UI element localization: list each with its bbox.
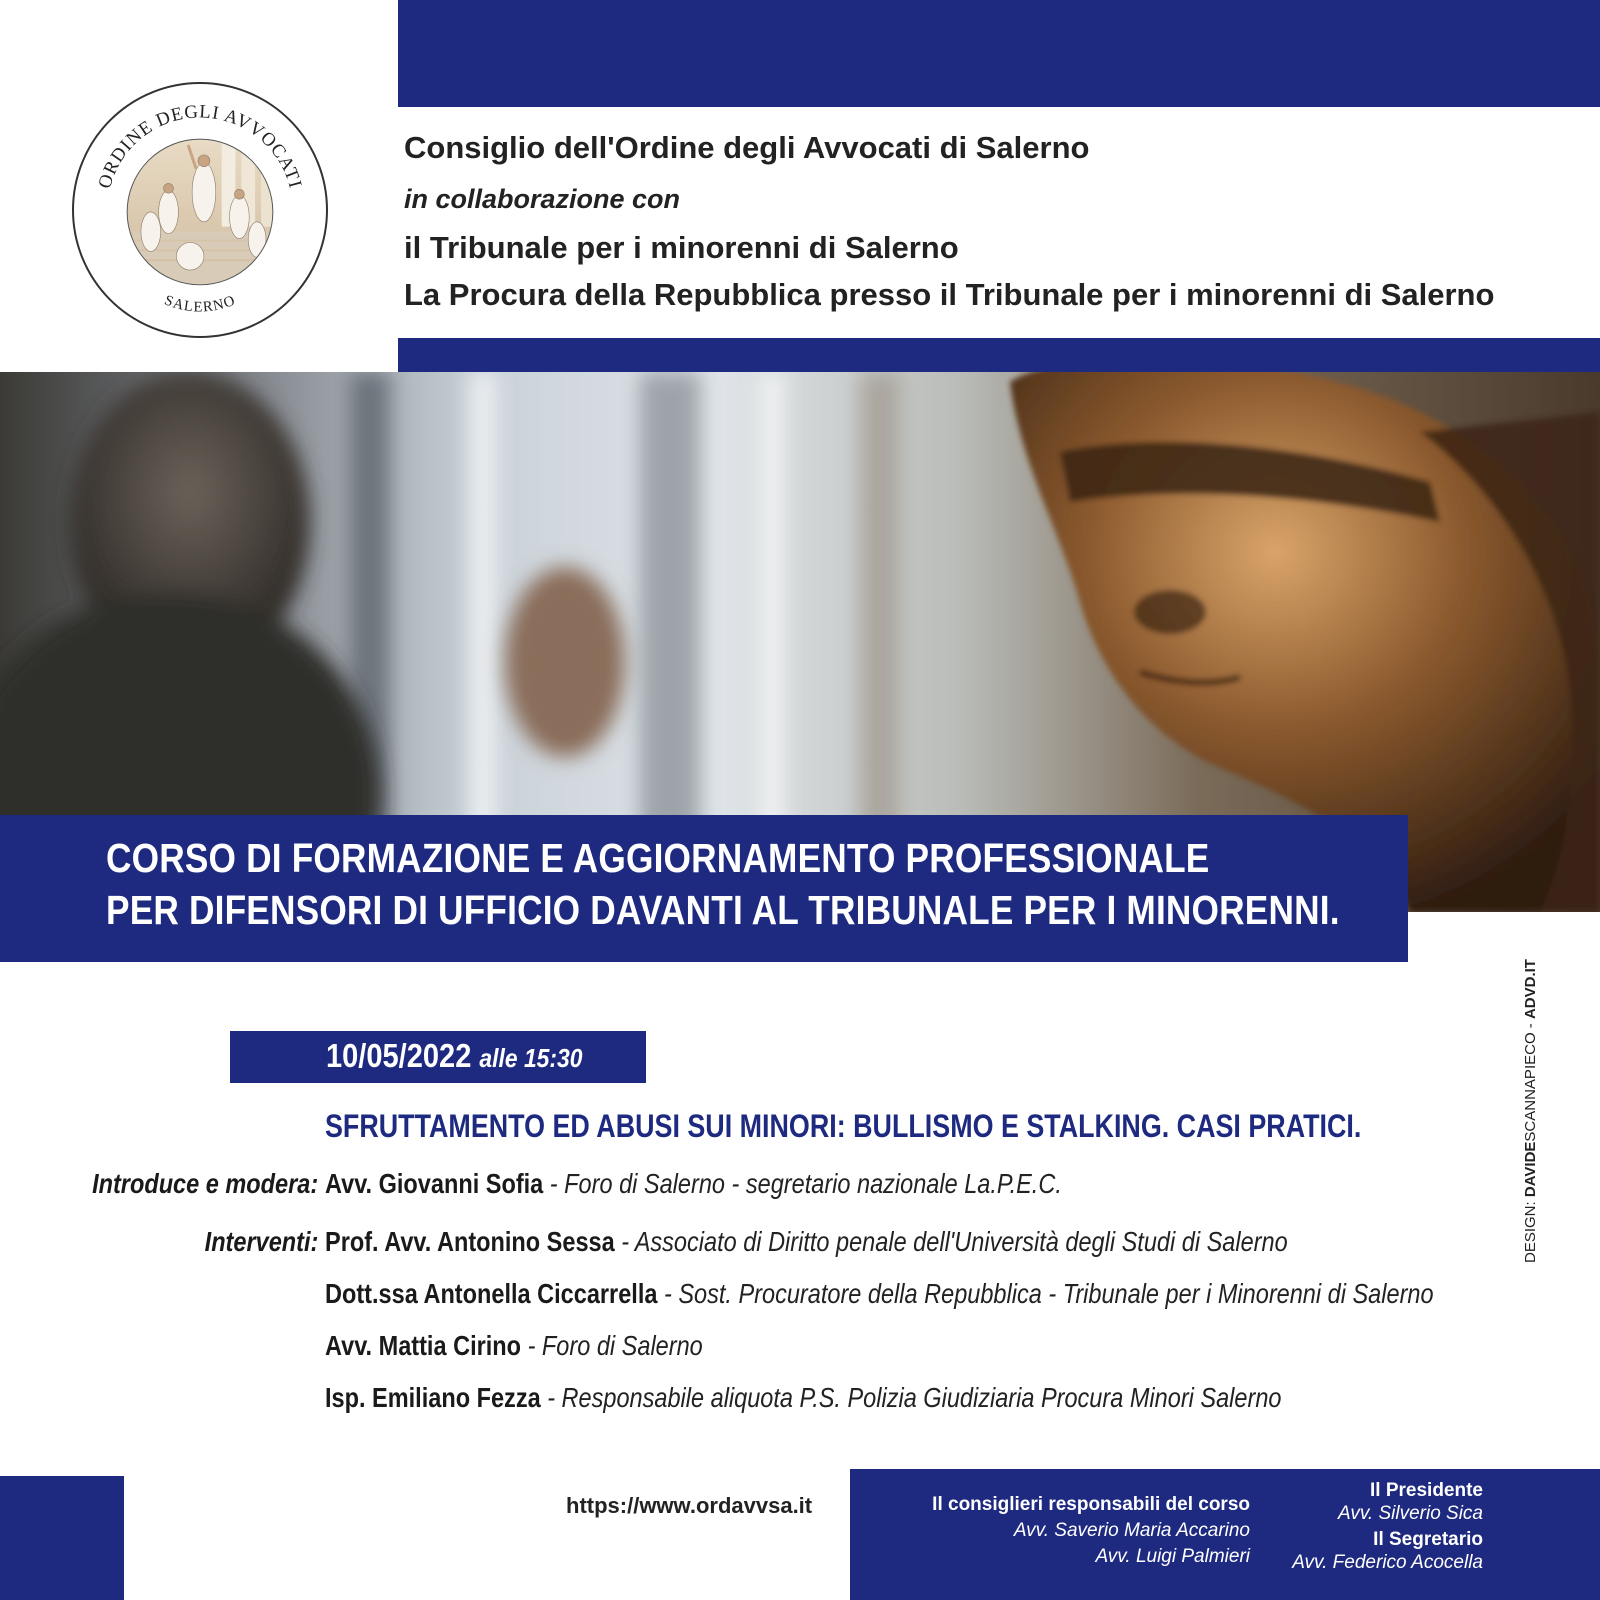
partner-tribunal: il Tribunale per i minorenni di Salerno [404,230,959,265]
moderator-row [325,1168,1062,1200]
speaker-row [325,1330,703,1362]
course-title-line-2: PER DIFENSORI DI UFFICIO DAVANTI AL TRIBUNALE PER I MINORENNI. [106,887,1340,933]
event-date: 10/05/2022 [326,1037,472,1074]
bar-association-seal-icon [72,82,328,338]
moderator-label: Introduce e modera: [91,1168,318,1199]
footer-signatures-panel [850,1469,1600,1600]
secretary-name: Avv. Federico Acocella [1292,1552,1483,1573]
speaker-role: - Associato di Diritto penale dell'Università degli Studi di Salerno [614,1226,1288,1257]
counsellor-1: Avv. Saverio Maria Accarino [1013,1520,1250,1541]
seal-bottom-text: SALERNO [162,292,238,316]
speaker-role: - Foro di Salerno [521,1330,703,1361]
course-title-banner [0,815,1408,962]
president-name: Avv. Silverio Sica [1337,1503,1483,1524]
counsellors-label: Il consiglieri responsabili del corso [932,1494,1250,1515]
speaker-row [325,1226,1288,1258]
date-badge [230,1031,646,1083]
speaker-row [325,1278,1434,1310]
website-link[interactable]: https://www.ordavvsa.it [566,1493,813,1518]
speaker-name: Avv. Mattia Cirino [325,1330,522,1361]
top-header-bar [398,0,1600,107]
credit-site: ADVD.IT [1522,959,1539,1020]
design-credit [1522,959,1539,1263]
credit-name-1: DAVIDE [1522,1141,1539,1198]
credit-name-2: SCANNAPIECO [1522,1032,1539,1142]
seal-top-text: ORDINE DEGLI AVVOCATI [94,101,306,191]
organizer-title: Consiglio dell'Ordine degli Avvocati di Salerno [404,130,1090,165]
session-topic: SFRUTTAMENTO ED ABUSI SUI MINORI: BULLISMO E STALKING. CASI PRATICI. [325,1108,1362,1144]
course-title-line-1: CORSO DI FORMAZIONE E AGGIORNAMENTO PROFESSIONALE [106,835,1210,881]
event-time: alle 15:30 [479,1043,583,1073]
header-divider-bar [398,338,1600,372]
svg-text:SALERNO [162,293,238,316]
credit-separator: - [1522,1019,1539,1033]
moderator-role: - Foro di Salerno - segretario nazionale La.P.E.C. [543,1168,1062,1199]
speakers-label: Interventi: [204,1226,318,1257]
speaker-role: - Responsabile aliquota P.S. Polizia Giudiziaria Procura Minori Salerno [540,1382,1282,1413]
speaker-row [325,1382,1281,1414]
footer-corner-block [0,1476,124,1600]
speaker-role: - Sost. Procuratore della Repubblica - Tribunale per i Minorenni di Salerno [657,1278,1434,1309]
counsellor-2: Avv. Luigi Palmieri [1095,1546,1250,1567]
secretary-label: Il Segretario [1373,1529,1483,1550]
credit-prefix: DESIGN: [1522,1197,1539,1263]
speaker-name: Prof. Avv. Antonino Sessa [325,1226,615,1257]
president-label: Il Presidente [1370,1480,1483,1501]
collaboration-text: in collaborazione con [404,184,681,214]
moderator-name: Avv. Giovanni Sofia [325,1168,544,1199]
speaker-name: Isp. Emiliano Fezza [325,1382,541,1413]
speaker-name: Dott.ssa Antonella Ciccarrella [325,1278,658,1309]
partner-prosecutor: La Procura della Repubblica presso il Tribunale per i minorenni di Salerno [404,277,1495,312]
